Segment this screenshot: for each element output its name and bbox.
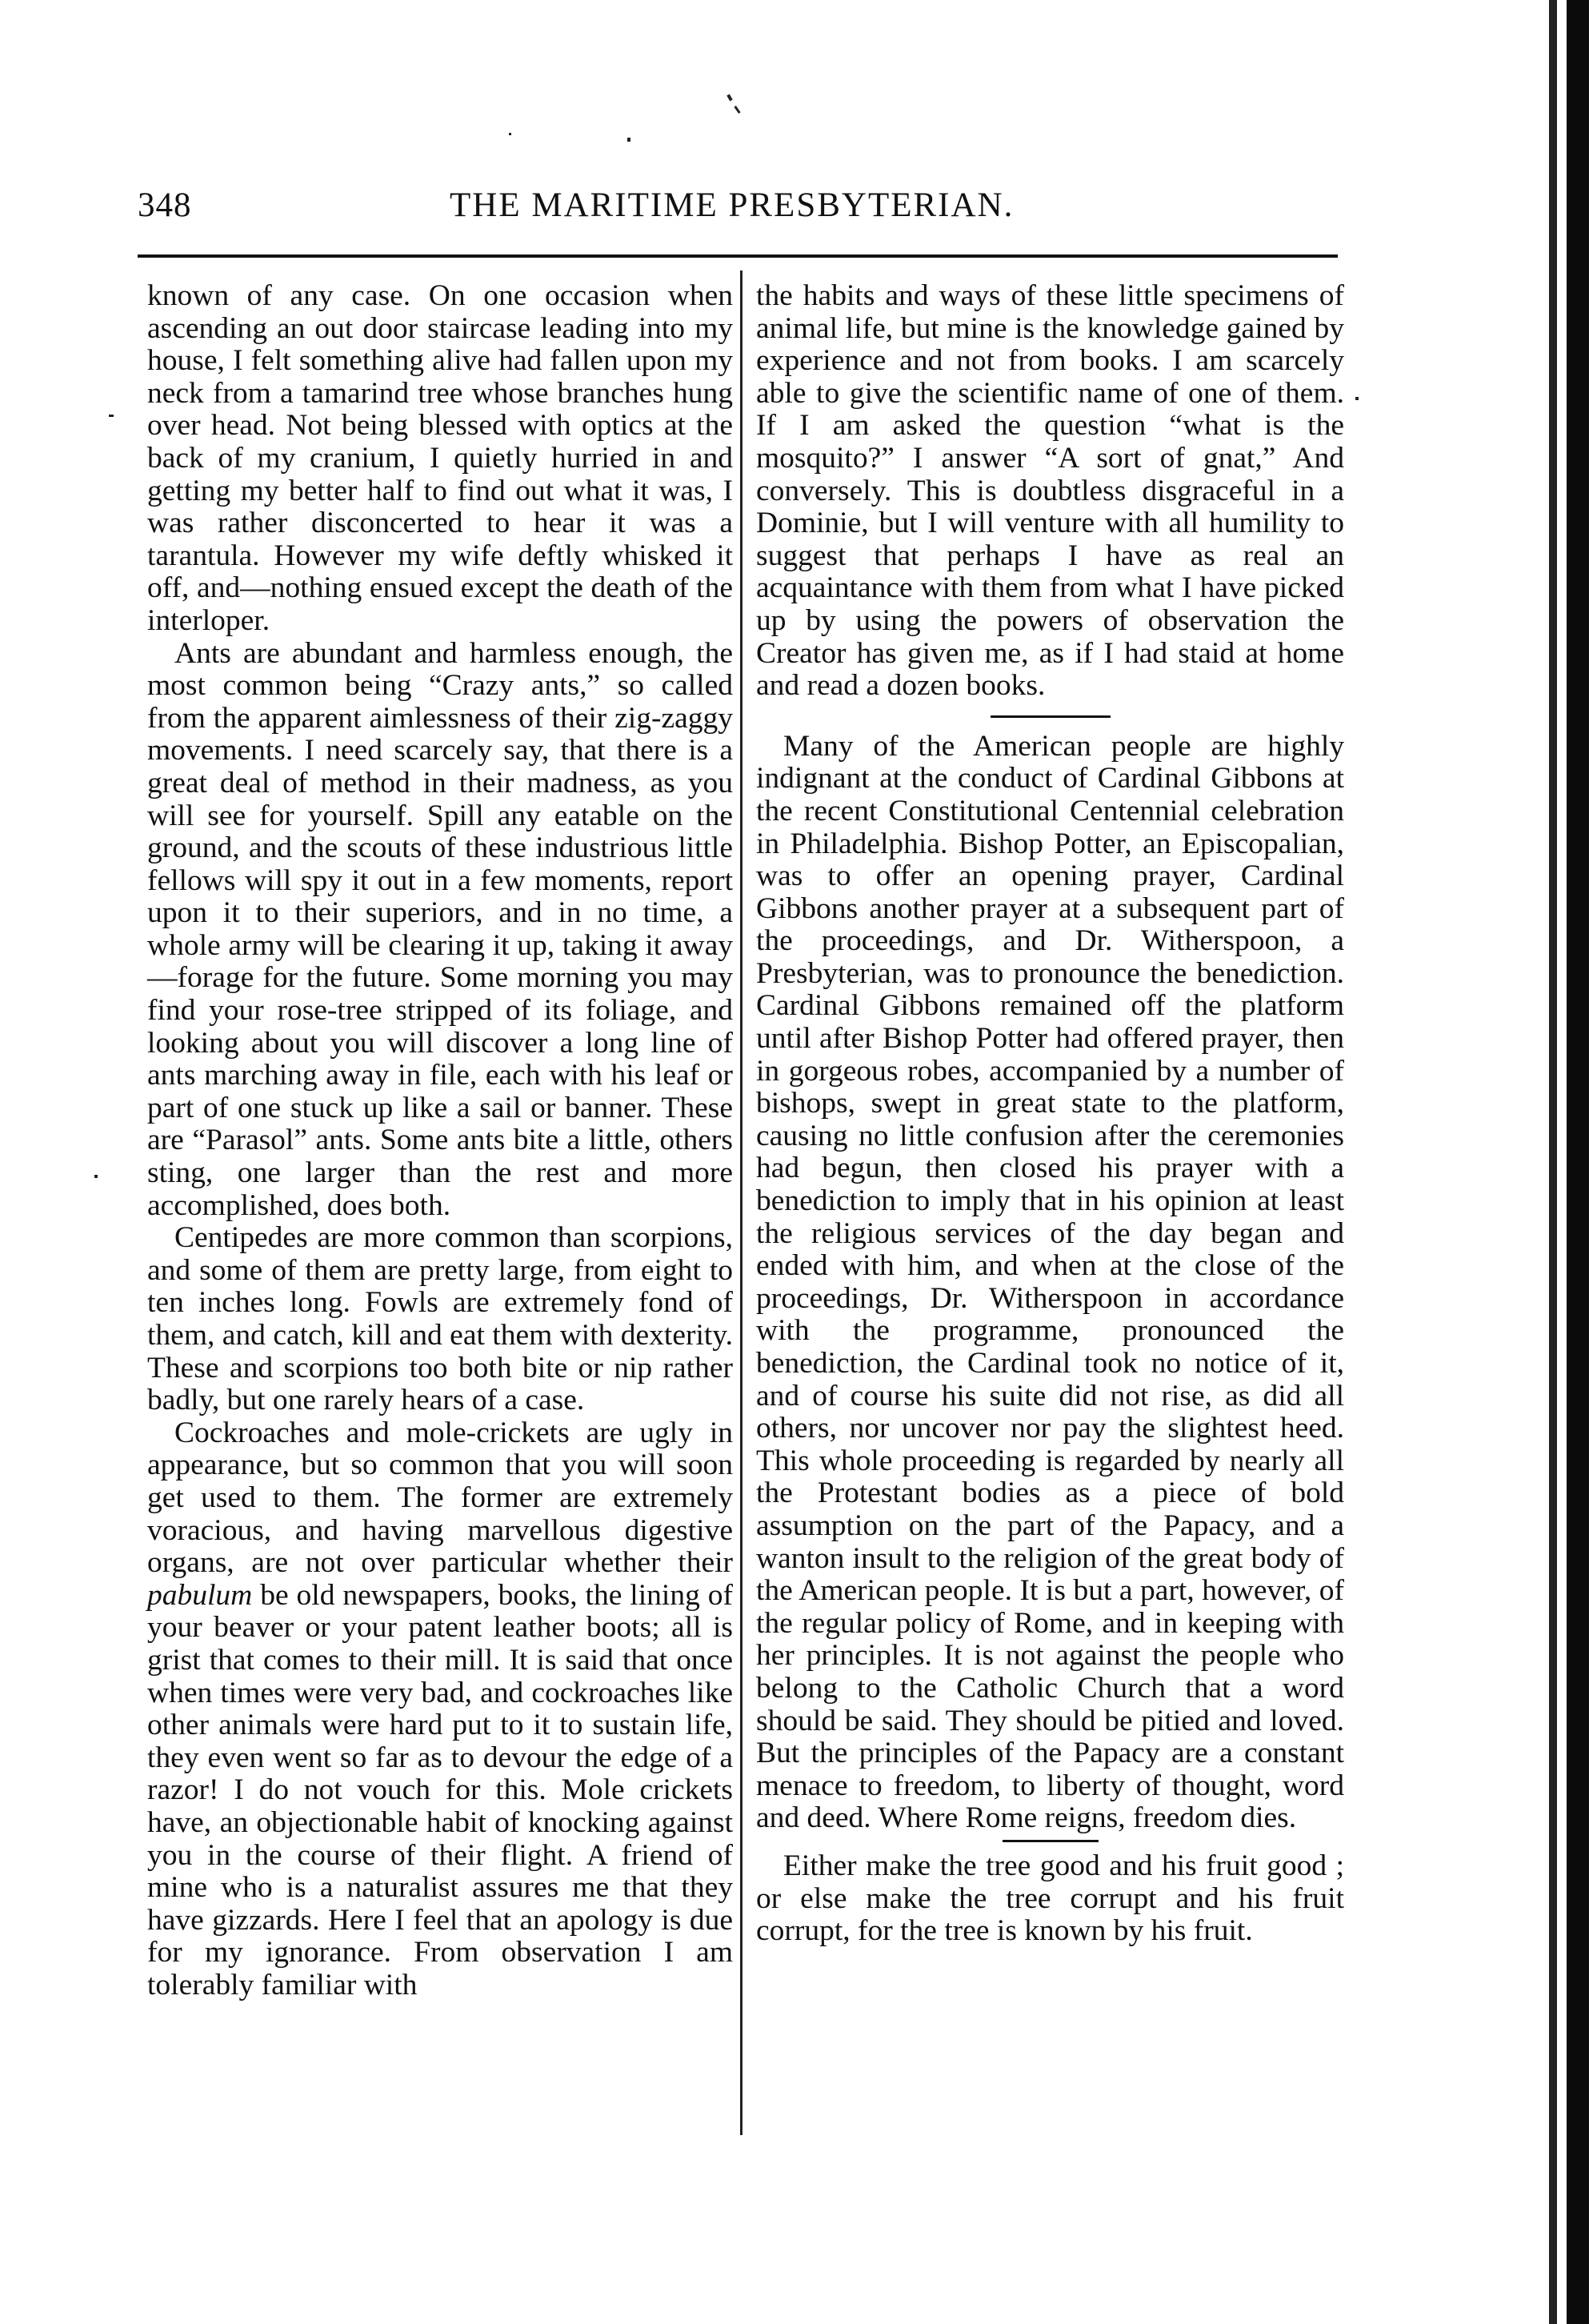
right-column: [756, 280, 1344, 1948]
paragraph-habits: the habits and ways of these little specimens of animal life, but mine is the knowledge gained by experience and not from books. I am scarcely able to give the scientific name of one of them. If I am asked the question “what is the mosquito?” I answer “A sort of gnat,” And conversely. This is doubtless disgraceful in a Dominie, but I will venture with all humility to suggest that perhaps I have as real an acquaintance with them from what I have picked up by using the powers of observation the Creator has given me, as if I had staid at home and read a dozen books.: [756, 279, 1344, 703]
paragraph-tree-fruit: Either make the tree good and his fruit good ; or else make the tree corrupt and his fruit corrupt, for the tree is known by his fruit.: [756, 1849, 1344, 1948]
running-title: THE MARITIME PRESBYTERIAN.: [450, 186, 1015, 224]
italic-pabulum: pabulum: [147, 1578, 253, 1612]
paragraph-cockroaches: [147, 1417, 733, 2002]
section-divider-rule: [991, 715, 1111, 718]
page-edge-shadow: [1567, 0, 1589, 2324]
paragraph-cardinal-gibbons: Many of the American people are highly indignant at the conduct of Cardinal Gibbons at the recent Constitutional Centennial celebration in Philadelphia. Bishop Potter, an Episcopalian, was to offer an opening prayer, Cardinal Gibbons another prayer at a subsequent part of the proceedings, and Dr. Witherspoon, a Presbyterian, was to pronounce the benediction. Cardinal Gibbons remained off the platform until after Bishop Potter had offered prayer, then in gorgeous robes, accompanied by a number of bishops, swept in great state to the platform, causing no little confusion after the ceremonies had begun, then closed his prayer with a benediction to imply that in his opinion at least the religious services of the day began and ended with him, and when at the close of the proceedings, Dr. Witherspoon in accordance with the programme, pronounced the benediction, the Cardinal took no notice of it, and of course his suite did not rise, as did all others, nor uncover nor pay the slightest heed. This whole proceeding is regarded by nearly all the Protestant bodies as a piece of bold assumption on the part of the Papacy, and a wanton insult to the religion of the great body of the American people. It is but a part, however, of the regular policy of Rome, and in keeping with her principles. It is not against the people who belong to the Catholic Church that a word should be said. They should be pitied and loved. But the principles of the Papacy are a constant menace to freedom, to liberty of thought, word and deed. Where Rome reigns, freedom dies.: [756, 729, 1344, 1835]
ink-speck: [109, 415, 114, 417]
page-header: [138, 186, 1336, 243]
paragraph-ants: Ants are abundant and harmless enough, the most common being “Crazy ants,” so called from the apparent aimlessness of their zig-zaggy movements. I need scarcely say, that there is a great deal of method in their madness, as you will see for yourself. Spill any eatable on the ground, and the scouts of these industrious little fellows will spy it out in a few moments, report upon it to their superiors, and in no time, a whole army will be clearing it up, taking it away—forage for the future. Some morning you may find your rose-tree stripped of its foliage, and looking about you will discover a long line of ants marching away in file, each with his leaf or part of one stuck up like a sail or banner. These are “Parasol” ants. Some ants bite a little, others sting, one larger than the rest and more accomplished, does both.: [147, 636, 733, 1222]
left-column: [147, 280, 733, 2001]
ink-speck: [509, 133, 511, 135]
section-divider-rule-short: [1003, 1840, 1099, 1842]
page-number: 348: [138, 186, 192, 224]
paragraph-centipedes: Centipedes are more common than scorpions, and some of them are pretty large, from eight to ten inches long. Fowls are extremely fond of them, and catch, kill and eat them with dexterity. These and scorpions too both bite or nip rather badly, but one rarely hears of a case.: [147, 1221, 733, 1417]
paragraph-cockroaches-text-a: Cockroaches and mole-crickets are ugly in appearance, but so common that you will soon get used to them. The former are extremely voracious, and having marvellous digestive organs, are not over particular whether their: [147, 1416, 733, 1580]
header-rule: [138, 254, 1338, 258]
paragraph-tarantula: known of any case. On one occasion when ascending an out door staircase leading into my house, I felt something alive had fallen upon my neck from a tamarind tree whose branches hung over head. Not being blessed with optics at the back of my cranium, I quietly hurried in and getting my better half to find out what it was, I was rather disconcerted to hear it was a tarantula. However my wife deftly whisked it off, and—nothing ensued except the death of the interloper.: [147, 279, 733, 637]
column-divider: [740, 270, 742, 2135]
ink-speck: [734, 106, 740, 114]
ink-speck: [627, 138, 630, 142]
ink-speck: [726, 94, 732, 102]
ink-speck: [94, 1175, 98, 1178]
paragraph-cockroaches-text-b: be old newspapers, books, the lining of your beaver or your patent leather boots; all is grist that comes to their mill. It is said that once when times were very bad, and cockroaches like other animals were hard put to it to sustain life, they even went so far as to devour the edge of a razor! I do not vouch for this. Mole crickets have, an objectionable habit of knocking against you in the course of their flight. A friend of mine who is a naturalist assures me that they have gizzards. Here I feel that an apology is due for my ignorance. From observation I am tolerably familiar with: [147, 1578, 733, 2001]
ink-speck: [1355, 397, 1359, 400]
